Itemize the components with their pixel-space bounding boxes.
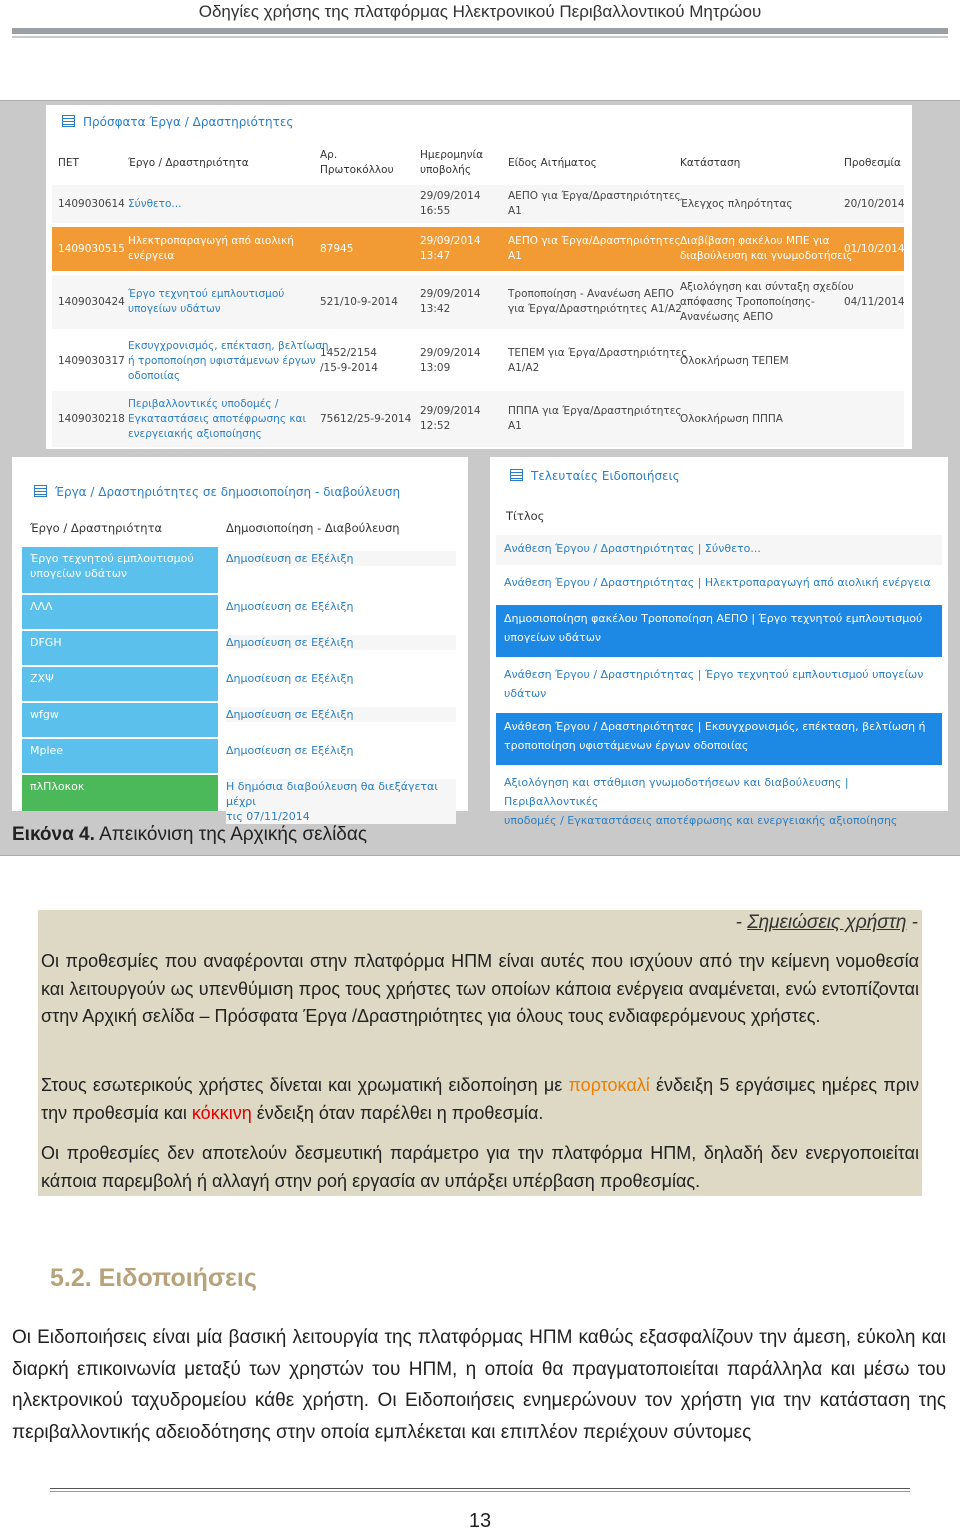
status-cell: Διαβίβαση φακέλου ΜΠΕ για διαβούλευση και γνωμοδοτήσεις	[680, 235, 853, 262]
project-link[interactable]: Σύνθετο...	[128, 197, 182, 210]
consult-project-cell[interactable]: Έργο τεχνητού εμπλουτισμού υπογείων υδάτων	[22, 547, 218, 593]
consult-status-link[interactable]: Δημοσίευση σε Εξέλιξη	[226, 599, 456, 614]
page-number: 13	[468, 1510, 492, 1532]
header-rule-thin	[12, 36, 948, 38]
table-icon	[510, 469, 523, 481]
col-date-2: υποβολής	[420, 164, 471, 176]
consult-project-cell[interactable]: wfgw	[22, 703, 218, 737]
deadline-cell: 01/10/2014	[844, 242, 905, 255]
consult-status-link[interactable]: Δημοσίευση σε Εξέλιξη	[226, 635, 456, 650]
protocol-cell: 87945	[320, 242, 354, 255]
table-row[interactable]	[52, 333, 904, 389]
date-cell: 29/09/2014 16:55	[420, 190, 481, 217]
consultation-title[interactable]: Έργα / Δραστηριότητες σε δημοσιοποίηση - διαβούλευση	[34, 485, 400, 499]
status-cell: Έλεγχος πληρότητας	[680, 197, 793, 210]
status-cell: Ολοκλήρωση ΠΠΠΑ	[680, 412, 783, 425]
header-rule	[12, 28, 948, 34]
notification-item[interactable]: Ανάθεση Έργου / Δραστηριότητας | Σύνθετο...	[496, 535, 942, 565]
notification-item[interactable]: Αξιολόγηση και στάθμιση γνωμοδοτήσεων και διαβούλευσης | Περιβαλλοντικές υποδομές / Εγκαταστάσεις αποτέφρωσης και ενεργειακής αξιοποίησης	[496, 769, 942, 811]
pet-cell: 1409030614	[58, 197, 125, 210]
col-pet: ΠΕΤ	[58, 157, 79, 169]
notifications-col-title: Τίτλος	[506, 509, 545, 523]
running-header: Οδηγίες χρήσης της πλατφόρμας Ηλεκτρονικού Περιβαλλοντικού Μητρώου	[198, 2, 762, 21]
consult-project-cell[interactable]: ΛΛΛ	[22, 595, 218, 629]
consult-project-cell[interactable]: πλΠλοκοκ	[22, 775, 218, 811]
body-paragraph: Οι Ειδοποιήσεις είναι μία βασική λειτουργία της πλατφόρμας ΗΠΜ καθώς εξασφαλίζουν την άμεση, εύκολη και διαρκή επικοινωνία μεταξύ των χρηστών του ΗΠΜ, η οποία θα πραγματοποιείται παράλληλα και μέσω του ηλεκτρονικού ταχυδρομείου κάθε χρήστη. Οι Ειδοποιήσεις ενημερώνουν τον χρήστη για την κατάσταση της περιβαλλοντικής αδειοδότησης στην οποία εμπλέκεται και επιπλέον περιέχουν σύντομες	[12, 1327, 946, 1443]
pet-cell: 1409030317	[58, 354, 125, 367]
note-paragraph-1: Οι προθεσμίες που αναφέρονται στην πλατφόρμα ΗΠΜ είναι αυτές που ισχύουν από την κείμενη νομοθεσία και λειτουργούν ως υπενθύμιση προς τους χρήστες των οποίων κάποια ενέργεια αναμένεται, ενώ εντοπίζονται στην Αρχική σελίδα – Πρόσφατα Έργα /Δραστηριότητες για όλους τους ενδιαφερόμενους χρήστες.	[41, 951, 919, 1026]
figure-caption	[12, 824, 367, 846]
date-cell: 29/09/2014 13:42	[420, 288, 481, 315]
type-cell: ΠΠΠΑ για Έργα/Δραστηριότητες Α1	[508, 405, 682, 432]
footer-rule	[50, 1488, 910, 1489]
pet-cell: 1409030515	[58, 242, 125, 255]
table-icon	[62, 115, 75, 127]
type-cell: ΤΕΠΕΜ για Έργα/Δραστηριότητες Α1/Α2	[508, 347, 688, 374]
note-paragraph-2: Στους εσωτερικούς χρήστες δίνεται και χρωματική ειδοποίηση με πορτοκαλί ένδειξη 5 εργάσιμες ημέρες πριν την προθεσμία και κόκκινη ένδειξη όταν παρέλθει η προθεσμία.	[41, 1075, 919, 1123]
type-cell: ΑΕΠΟ για Έργα/Δραστηριότητες Α1	[508, 190, 681, 217]
consultation-panel	[12, 457, 468, 823]
footer-rule-thin	[50, 1491, 910, 1492]
project-link[interactable]: Εκσυγχρονισμός, επέκταση, βελτίωση ή τροποποίηση υφιστάμενων έργων οδοποιίας	[128, 339, 329, 382]
type-cell: ΑΕΠΟ για Έργα/Δραστηριότητες Α1	[508, 235, 681, 262]
notification-item[interactable]: Ανάθεση Έργου / Δραστηριότητας | Εκσυγχρονισμός, επέκταση, βελτίωση ή τροποποίηση υφιστάμενων έργων οδοποιίας	[496, 713, 942, 765]
table-row[interactable]	[52, 185, 904, 223]
date-cell: 29/09/2014 12:52	[420, 405, 481, 432]
notification-item[interactable]: Ανάθεση Έργου / Δραστηριότητας | Έργο τεχνητού εμπλουτισμού υπογείων υδάτων	[496, 661, 942, 709]
protocol-cell: 75612/25-9-2014	[320, 412, 412, 425]
table-row[interactable]	[52, 275, 904, 329]
protocol-cell: 521/10-9-2014	[320, 295, 398, 308]
table-row[interactable]	[52, 227, 904, 271]
type-cell: Τροποποίηση - Ανανέωση ΑΕΠΟ για Έργα/Δραστηριότητες Α1/Α2	[508, 288, 682, 315]
consult-status-link[interactable]: Δημοσίευση σε Εξέλιξη	[226, 707, 456, 722]
consult-status-link[interactable]: Δημοσίευση σε Εξέλιξη	[226, 671, 456, 686]
table-row[interactable]	[52, 391, 904, 447]
consult-status-link[interactable]: Δημοσίευση σε Εξέλιξη	[226, 743, 456, 758]
consult-col-project: Έργο / Δραστηριότητα	[30, 521, 163, 535]
pet-cell: 1409030218	[58, 412, 125, 425]
caption-label: Εικόνα 4.	[12, 824, 95, 845]
col-protocol-1: Αρ.	[320, 149, 338, 161]
col-deadline: Προθεσμία	[844, 157, 901, 169]
date-cell: 29/09/2014 13:47	[420, 235, 481, 262]
table-icon	[34, 485, 47, 497]
deadline-cell: 20/10/2014	[844, 197, 905, 210]
note-title: - Σημειώσεις χρήστη -	[735, 912, 918, 933]
consult-status-link[interactable]: Δημοσίευση σε Εξέλιξη	[226, 551, 456, 566]
project-link[interactable]: Περιβαλλοντικές υποδομές / Εγκαταστάσεις αποτέφρωσης και ενεργειακής αξιοποίησης	[128, 397, 307, 440]
note-paragraph-3: Οι προθεσμίες δεν αποτελούν δεσμευτική παράμετρο για την πλατφόρμα ΗΠΜ, δηλαδή δεν ενεργοποιείται κάποια παρεμβολή ή αλλαγή στην ροή εργασία αν υπάρξει υπέρβαση προθεσμίας.	[41, 1143, 919, 1191]
recent-projects-panel	[46, 105, 912, 449]
consult-project-cell[interactable]: DFGH	[22, 631, 218, 665]
project-link[interactable]: Ηλεκτροπαραγωγή από αιολική ενέργεια	[128, 235, 294, 262]
col-status: Κατάσταση	[680, 157, 741, 169]
section-heading: 5.2. Ειδοποιήσεις	[50, 1264, 257, 1292]
orange-word: πορτοκαλί	[568, 1075, 650, 1095]
deadline-cell: 04/11/2014	[844, 295, 905, 308]
project-link[interactable]: Έργο τεχνητού εμπλουτισμού υπογείων υδάτων	[128, 288, 285, 315]
consult-project-cell[interactable]: ΖΧΨ	[22, 667, 218, 701]
status-cell: Ολοκλήρωση ΤΕΠΕΜ	[680, 354, 789, 367]
pet-cell: 1409030424	[58, 295, 125, 308]
col-project: Έργο / Δραστηριότητα	[128, 157, 249, 169]
notification-item[interactable]: Δημοσιοποίηση φακέλου Τροποποίηση ΑΕΠΟ | Έργο τεχνητού εμπλουτισμού υπογείων υδάτων	[496, 605, 942, 657]
caption-text: Απεικόνιση της Αρχικής σελίδας	[94, 824, 368, 845]
notifications-panel	[490, 457, 948, 827]
user-notes-box	[38, 910, 922, 1196]
consult-status-link[interactable]: Η δημόσια διαβούλευση θα διεξάγεται μέχρι τις 07/11/2014	[226, 779, 456, 824]
red-word: κόκκινη	[191, 1102, 252, 1123]
consult-col-status: Δημοσιοποίηση - Διαβούλευση	[226, 521, 400, 535]
notification-item[interactable]: Ανάθεση Έργου / Δραστηριότητας | Ηλεκτροπαραγωγή από αιολική ενέργεια	[496, 569, 942, 601]
col-protocol-2: Πρωτοκόλλου	[320, 164, 394, 176]
col-type: Είδος Αιτήματος	[508, 157, 597, 169]
date-cell: 29/09/2014 13:09	[420, 347, 481, 374]
protocol-cell: 1452/2154 /15-9-2014	[320, 347, 378, 374]
col-date-1: Ημερομηνία	[420, 149, 484, 161]
notifications-title[interactable]: Τελευταίες Ειδοποιήσεις	[510, 469, 680, 483]
recent-projects-title[interactable]: Πρόσφατα Έργα / Δραστηριότητες	[62, 115, 293, 129]
status-cell: Αξιολόγηση και σύνταξη σχεδίου απόφασης Τροποποίησης- Ανανέωσης ΑΕΠΟ	[680, 280, 854, 323]
figure-screenshot	[0, 100, 960, 856]
consult-project-cell[interactable]: Mplee	[22, 739, 218, 773]
